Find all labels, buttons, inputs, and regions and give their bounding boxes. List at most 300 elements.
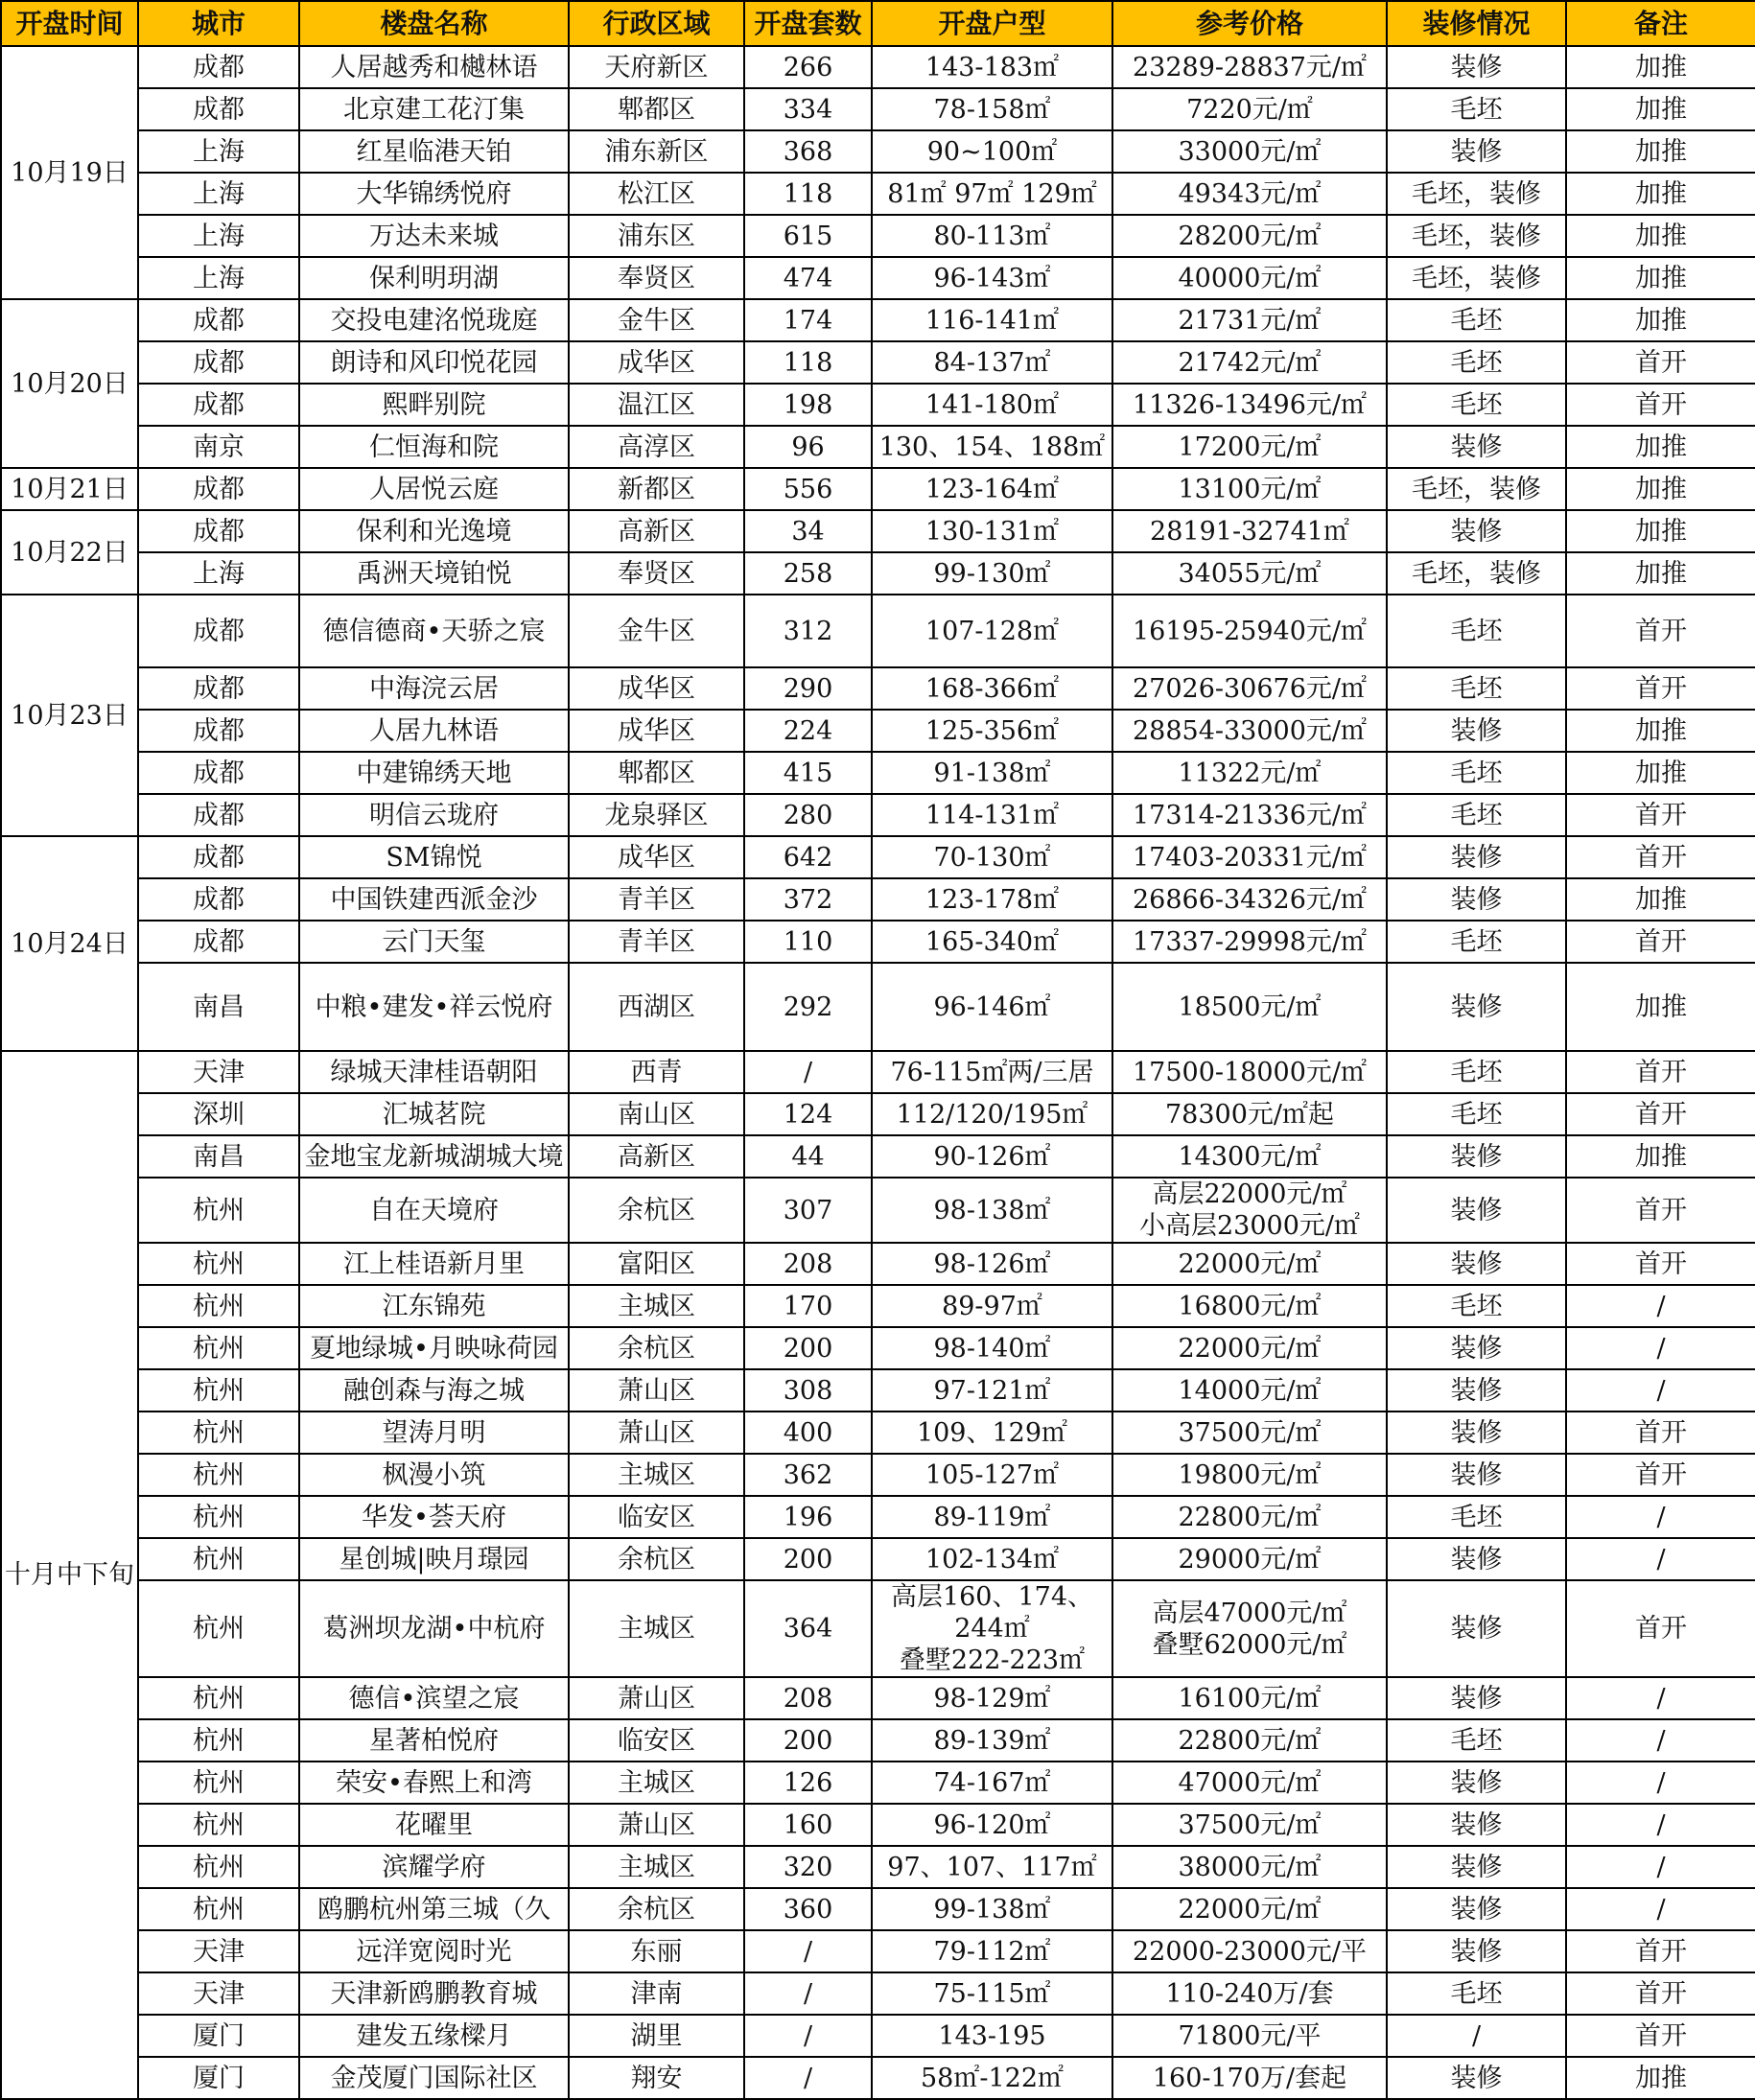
unit-count-cell: 266	[744, 46, 872, 88]
table-row	[1, 1178, 1755, 1243]
remark-cell: 首开	[1566, 667, 1755, 710]
reference-price-cell: 22000元/㎡	[1112, 1327, 1387, 1369]
district-cell: 萧山区	[569, 1369, 744, 1412]
district-cell: 成华区	[569, 710, 744, 752]
district-cell: 成华区	[569, 341, 744, 384]
city-cell: 成都	[138, 878, 299, 921]
reference-price-cell: 高层22000元/㎡ 小高层23000元/㎡	[1112, 1178, 1387, 1243]
unit-types-cell: 143-183㎡	[872, 46, 1112, 88]
unit-types-cell: 96-146㎡	[872, 963, 1112, 1051]
unit-types-cell: 78-158㎡	[872, 88, 1112, 130]
remark-cell: 加推	[1566, 299, 1755, 341]
decoration-cell: 装修	[1387, 46, 1566, 88]
table-row	[1, 384, 1755, 426]
decoration-cell: 毛坯	[1387, 1093, 1566, 1135]
project-name-cell: 德信德商•天骄之宸	[299, 595, 569, 667]
city-cell: 杭州	[138, 1580, 299, 1677]
remark-cell: 首开	[1566, 341, 1755, 384]
city-cell: 杭州	[138, 1496, 299, 1538]
reference-price-cell: 110-240万/套	[1112, 1972, 1387, 2015]
unit-types-cell: 98-140㎡	[872, 1327, 1112, 1369]
unit-types-cell: 96-143㎡	[872, 257, 1112, 299]
district-cell: 高新区	[569, 1135, 744, 1178]
decoration-cell: 装修	[1387, 1888, 1566, 1930]
unit-count-cell: /	[744, 2057, 872, 2099]
reference-price-cell: 27026-30676元/㎡	[1112, 667, 1387, 710]
project-name-cell: 夏地绿城•月映咏荷园	[299, 1327, 569, 1369]
project-name-cell: 华发•荟天府	[299, 1496, 569, 1538]
table-row	[1, 1677, 1755, 1719]
decoration-cell: 装修	[1387, 1135, 1566, 1178]
decoration-cell: 装修	[1387, 1243, 1566, 1285]
city-cell: 成都	[138, 341, 299, 384]
city-cell: 杭州	[138, 1719, 299, 1762]
remark-cell: 首开	[1566, 1412, 1755, 1454]
date-cell: 10月22日	[1, 510, 138, 595]
remark-cell: 首开	[1566, 921, 1755, 963]
unit-count-cell: 200	[744, 1538, 872, 1580]
unit-count-cell: 372	[744, 878, 872, 921]
remark-cell: /	[1566, 1888, 1755, 1930]
reference-price-cell: 37500元/㎡	[1112, 1804, 1387, 1846]
unit-count-cell: /	[744, 2015, 872, 2057]
remark-cell: 加推	[1566, 468, 1755, 510]
remark-cell: 首开	[1566, 1454, 1755, 1496]
reference-price-cell: 71800元/平	[1112, 2015, 1387, 2057]
decoration-cell: 装修	[1387, 510, 1566, 552]
district-cell: 临安区	[569, 1719, 744, 1762]
table-row	[1, 341, 1755, 384]
project-name-cell: 葛洲坝龙湖•中杭府	[299, 1580, 569, 1677]
decoration-cell: 装修	[1387, 1538, 1566, 1580]
project-name-cell: 人居九林语	[299, 710, 569, 752]
district-cell: 西湖区	[569, 963, 744, 1051]
city-cell: 天津	[138, 1930, 299, 1972]
unit-types-cell: 76-115㎡两/三居	[872, 1051, 1112, 1093]
city-cell: 上海	[138, 257, 299, 299]
reference-price-cell: 28191-32741㎡	[1112, 510, 1387, 552]
city-cell: 杭州	[138, 1804, 299, 1846]
district-cell: 松江区	[569, 173, 744, 215]
city-cell: 成都	[138, 510, 299, 552]
district-cell: 富阳区	[569, 1243, 744, 1285]
table-row	[1, 468, 1755, 510]
city-cell: 成都	[138, 667, 299, 710]
decoration-cell: 毛坯	[1387, 299, 1566, 341]
district-cell: 津南	[569, 1972, 744, 2015]
unit-count-cell: 258	[744, 552, 872, 595]
date-cell: 10月24日	[1, 836, 138, 1051]
unit-types-cell: 98-126㎡	[872, 1243, 1112, 1285]
district-cell: 南山区	[569, 1093, 744, 1135]
unit-types-cell: 98-138㎡	[872, 1178, 1112, 1243]
remark-cell: /	[1566, 1762, 1755, 1804]
unit-count-cell: /	[744, 1972, 872, 2015]
city-cell: 杭州	[138, 1846, 299, 1888]
city-cell: 成都	[138, 595, 299, 667]
district-cell: 临安区	[569, 1496, 744, 1538]
unit-types-cell: 高层160、174、 244㎡ 叠墅222-223㎡	[872, 1580, 1112, 1677]
remark-cell: 加推	[1566, 426, 1755, 468]
reference-price-cell: 23289-28837元/㎡	[1112, 46, 1387, 88]
city-cell: 南昌	[138, 963, 299, 1051]
unit-count-cell: 200	[744, 1719, 872, 1762]
table-row	[1, 752, 1755, 794]
reference-price-cell: 26866-34326元/㎡	[1112, 878, 1387, 921]
project-name-cell: 远洋宽阅时光	[299, 1930, 569, 1972]
decoration-cell: 毛坯	[1387, 752, 1566, 794]
decoration-cell: 毛坯，装修	[1387, 552, 1566, 595]
project-name-cell: 保利明玥湖	[299, 257, 569, 299]
remark-cell: 加推	[1566, 257, 1755, 299]
remark-cell: /	[1566, 1496, 1755, 1538]
city-cell: 上海	[138, 215, 299, 257]
table-row	[1, 130, 1755, 173]
unit-types-cell: 125-356㎡	[872, 710, 1112, 752]
city-cell: 成都	[138, 384, 299, 426]
table-row	[1, 1846, 1755, 1888]
project-name-cell: 中建锦绣天地	[299, 752, 569, 794]
remark-cell: 首开	[1566, 2015, 1755, 2057]
unit-count-cell: 96	[744, 426, 872, 468]
header-decoration: 装修情况	[1387, 1, 1566, 46]
decoration-cell: 毛坯	[1387, 1972, 1566, 2015]
district-cell: 西青	[569, 1051, 744, 1093]
unit-count-cell: 320	[744, 1846, 872, 1888]
decoration-cell: 毛坯	[1387, 1285, 1566, 1327]
decoration-cell: 毛坯，装修	[1387, 215, 1566, 257]
decoration-cell: 装修	[1387, 1580, 1566, 1677]
unit-types-cell: 79-112㎡	[872, 1930, 1112, 1972]
unit-types-cell: 81㎡ 97㎡ 129㎡	[872, 173, 1112, 215]
remark-cell: 首开	[1566, 1580, 1755, 1677]
table-row	[1, 667, 1755, 710]
decoration-cell: 装修	[1387, 426, 1566, 468]
city-cell: 杭州	[138, 1454, 299, 1496]
header-unit-count: 开盘套数	[744, 1, 872, 46]
unit-count-cell: 312	[744, 595, 872, 667]
decoration-cell: 装修	[1387, 1178, 1566, 1243]
district-cell: 青羊区	[569, 878, 744, 921]
city-cell: 成都	[138, 299, 299, 341]
city-cell: 成都	[138, 46, 299, 88]
decoration-cell: 装修	[1387, 1412, 1566, 1454]
district-cell: 金牛区	[569, 595, 744, 667]
table-row	[1, 1285, 1755, 1327]
unit-count-cell: 415	[744, 752, 872, 794]
unit-types-cell: 123-164㎡	[872, 468, 1112, 510]
table-row	[1, 836, 1755, 878]
unit-types-cell: 97、107、117㎡	[872, 1846, 1112, 1888]
unit-types-cell: 89-97㎡	[872, 1285, 1112, 1327]
reference-price-cell: 22000-23000元/平	[1112, 1930, 1387, 1972]
table-row	[1, 1135, 1755, 1178]
unit-types-cell: 91-138㎡	[872, 752, 1112, 794]
table-row	[1, 963, 1755, 1051]
table-row	[1, 2057, 1755, 2099]
table-row	[1, 710, 1755, 752]
city-cell: 南昌	[138, 1135, 299, 1178]
project-name-cell: 云门天玺	[299, 921, 569, 963]
reference-price-cell: 7220元/㎡	[1112, 88, 1387, 130]
city-cell: 成都	[138, 752, 299, 794]
project-name-cell: 望涛月明	[299, 1412, 569, 1454]
decoration-cell: 装修	[1387, 130, 1566, 173]
project-name-cell: 熙畔别院	[299, 384, 569, 426]
project-name-cell: 仁恒海和院	[299, 426, 569, 468]
district-cell: 主城区	[569, 1846, 744, 1888]
unit-types-cell: 102-134㎡	[872, 1538, 1112, 1580]
district-cell: 温江区	[569, 384, 744, 426]
city-cell: 成都	[138, 794, 299, 836]
table-row	[1, 46, 1755, 88]
city-cell: 南京	[138, 426, 299, 468]
project-name-cell: 鸥鹏杭州第三城（久	[299, 1888, 569, 1930]
unit-count-cell: /	[744, 1930, 872, 1972]
district-cell: 萧山区	[569, 1412, 744, 1454]
unit-count-cell: 118	[744, 341, 872, 384]
district-cell: 余杭区	[569, 1538, 744, 1580]
reference-price-cell: 37500元/㎡	[1112, 1412, 1387, 1454]
reference-price-cell: 16100元/㎡	[1112, 1677, 1387, 1719]
table-row	[1, 1496, 1755, 1538]
project-name-cell: 自在天境府	[299, 1178, 569, 1243]
table-row	[1, 1051, 1755, 1093]
table-row	[1, 1804, 1755, 1846]
table-row	[1, 2015, 1755, 2057]
reference-price-cell: 19800元/㎡	[1112, 1454, 1387, 1496]
table-row	[1, 1412, 1755, 1454]
remark-cell: /	[1566, 1719, 1755, 1762]
district-cell: 余杭区	[569, 1888, 744, 1930]
reference-price-cell: 49343元/㎡	[1112, 173, 1387, 215]
remark-cell: /	[1566, 1538, 1755, 1580]
remark-cell: 首开	[1566, 1178, 1755, 1243]
reference-price-cell: 33000元/㎡	[1112, 130, 1387, 173]
table-row	[1, 552, 1755, 595]
decoration-cell: 装修	[1387, 1369, 1566, 1412]
project-name-cell: 枫漫小筑	[299, 1454, 569, 1496]
reference-price-cell: 13100元/㎡	[1112, 468, 1387, 510]
reference-price-cell: 17314-21336元/㎡	[1112, 794, 1387, 836]
project-name-cell: 金茂厦门国际社区	[299, 2057, 569, 2099]
remark-cell: 加推	[1566, 173, 1755, 215]
decoration-cell: 装修	[1387, 1762, 1566, 1804]
reference-price-cell: 38000元/㎡	[1112, 1846, 1387, 1888]
project-name-cell: 人居越秀和樾林语	[299, 46, 569, 88]
unit-types-cell: 123-178㎡	[872, 878, 1112, 921]
unit-types-cell: 141-180㎡	[872, 384, 1112, 426]
district-cell: 主城区	[569, 1285, 744, 1327]
decoration-cell: 毛坯	[1387, 384, 1566, 426]
remark-cell: /	[1566, 1677, 1755, 1719]
remark-cell: 加推	[1566, 710, 1755, 752]
remark-cell: 首开	[1566, 1930, 1755, 1972]
remark-cell: /	[1566, 1846, 1755, 1888]
remark-cell: 加推	[1566, 130, 1755, 173]
date-cell: 10月19日	[1, 46, 138, 299]
unit-types-cell: 70-130㎡	[872, 836, 1112, 878]
project-name-cell: 江东锦苑	[299, 1285, 569, 1327]
unit-types-cell: 89-139㎡	[872, 1719, 1112, 1762]
reference-price-cell: 160-170万/套起	[1112, 2057, 1387, 2099]
city-cell: 厦门	[138, 2057, 299, 2099]
city-cell: 深圳	[138, 1093, 299, 1135]
unit-types-cell: 98-129㎡	[872, 1677, 1112, 1719]
date-cell: 十月中下旬	[1, 1051, 138, 2099]
district-cell: 湖里	[569, 2015, 744, 2057]
city-cell: 成都	[138, 710, 299, 752]
district-cell: 青羊区	[569, 921, 744, 963]
project-name-cell: 禹洲天境铂悦	[299, 552, 569, 595]
remark-cell: 加推	[1566, 963, 1755, 1051]
project-name-cell: 荣安•春熙上和湾	[299, 1762, 569, 1804]
decoration-cell: 装修	[1387, 1454, 1566, 1496]
table-row	[1, 1888, 1755, 1930]
decoration-cell: 装修	[1387, 1327, 1566, 1369]
decoration-cell: 装修	[1387, 2057, 1566, 2099]
project-name-cell: 中粮•建发•祥云悦府	[299, 963, 569, 1051]
decoration-cell: 装修	[1387, 878, 1566, 921]
decoration-cell: 毛坯	[1387, 1719, 1566, 1762]
unit-count-cell: 400	[744, 1412, 872, 1454]
decoration-cell: 毛坯	[1387, 341, 1566, 384]
table-row	[1, 1930, 1755, 1972]
project-name-cell: 建发五缘樑月	[299, 2015, 569, 2057]
unit-types-cell: 58㎡-122㎡	[872, 2057, 1112, 2099]
reference-price-cell: 17200元/㎡	[1112, 426, 1387, 468]
table-row	[1, 1538, 1755, 1580]
district-cell: 主城区	[569, 1454, 744, 1496]
decoration-cell: 毛坯	[1387, 88, 1566, 130]
table-row	[1, 510, 1755, 552]
city-cell: 杭州	[138, 1762, 299, 1804]
decoration-cell: 毛坯，装修	[1387, 468, 1566, 510]
date-cell: 10月20日	[1, 299, 138, 468]
unit-count-cell: 615	[744, 215, 872, 257]
reference-price-cell: 高层47000元/㎡ 叠墅62000元/㎡	[1112, 1580, 1387, 1677]
unit-types-cell: 105-127㎡	[872, 1454, 1112, 1496]
table-row	[1, 1327, 1755, 1369]
city-cell: 上海	[138, 173, 299, 215]
unit-types-cell: 96-120㎡	[872, 1804, 1112, 1846]
remark-cell: 加推	[1566, 878, 1755, 921]
unit-count-cell: 280	[744, 794, 872, 836]
unit-count-cell: 307	[744, 1178, 872, 1243]
table-row	[1, 1243, 1755, 1285]
unit-types-cell: 90-126㎡	[872, 1135, 1112, 1178]
project-name-cell: 大华锦绣悦府	[299, 173, 569, 215]
remark-cell: 首开	[1566, 1093, 1755, 1135]
unit-count-cell: 160	[744, 1804, 872, 1846]
project-name-cell: 天津新鸥鹏教育城	[299, 1972, 569, 2015]
remark-cell: 首开	[1566, 1972, 1755, 2015]
unit-count-cell: 556	[744, 468, 872, 510]
project-name-cell: SM锦悦	[299, 836, 569, 878]
date-cell: 10月21日	[1, 468, 138, 510]
table-row	[1, 1369, 1755, 1412]
remark-cell: 加推	[1566, 2057, 1755, 2099]
table-body	[1, 46, 1755, 2099]
unit-count-cell: /	[744, 1051, 872, 1093]
remark-cell: 加推	[1566, 215, 1755, 257]
city-cell: 成都	[138, 836, 299, 878]
project-name-cell: 汇城茗院	[299, 1093, 569, 1135]
unit-count-cell: 110	[744, 921, 872, 963]
remark-cell: 首开	[1566, 1051, 1755, 1093]
city-cell: 杭州	[138, 1285, 299, 1327]
unit-count-cell: 474	[744, 257, 872, 299]
remark-cell: 加推	[1566, 552, 1755, 595]
city-cell: 杭州	[138, 1888, 299, 1930]
city-cell: 上海	[138, 552, 299, 595]
project-name-cell: 万达未来城	[299, 215, 569, 257]
table-row	[1, 88, 1755, 130]
project-name-cell: 滨耀学府	[299, 1846, 569, 1888]
reference-price-cell: 16800元/㎡	[1112, 1285, 1387, 1327]
project-name-cell: 交投电建洺悦珑庭	[299, 299, 569, 341]
reference-price-cell: 17403-20331元/㎡	[1112, 836, 1387, 878]
unit-count-cell: 118	[744, 173, 872, 215]
district-cell: 新都区	[569, 468, 744, 510]
decoration-cell: 毛坯	[1387, 1496, 1566, 1538]
unit-types-cell: 89-119㎡	[872, 1496, 1112, 1538]
district-cell: 余杭区	[569, 1178, 744, 1243]
unit-types-cell: 74-167㎡	[872, 1762, 1112, 1804]
remark-cell: /	[1566, 1327, 1755, 1369]
remark-cell: 首开	[1566, 1243, 1755, 1285]
decoration-cell: 装修	[1387, 1677, 1566, 1719]
district-cell: 主城区	[569, 1762, 744, 1804]
decoration-cell: 毛坯	[1387, 667, 1566, 710]
project-name-cell: 中海浣云居	[299, 667, 569, 710]
reference-price-cell: 18500元/㎡	[1112, 963, 1387, 1051]
unit-count-cell: 362	[744, 1454, 872, 1496]
district-cell: 郫都区	[569, 752, 744, 794]
unit-count-cell: 368	[744, 130, 872, 173]
district-cell: 奉贤区	[569, 552, 744, 595]
unit-count-cell: 126	[744, 1762, 872, 1804]
district-cell: 余杭区	[569, 1327, 744, 1369]
district-cell: 高新区	[569, 510, 744, 552]
project-name-cell: 北京建工花汀集	[299, 88, 569, 130]
district-cell: 成华区	[569, 836, 744, 878]
project-name-cell: 人居悦云庭	[299, 468, 569, 510]
unit-types-cell: 130-131㎡	[872, 510, 1112, 552]
decoration-cell: 装修	[1387, 1846, 1566, 1888]
unit-types-cell: 143-195	[872, 2015, 1112, 2057]
remark-cell: 加推	[1566, 88, 1755, 130]
reference-price-cell: 14000元/㎡	[1112, 1369, 1387, 1412]
reference-price-cell: 16195-25940元/㎡	[1112, 595, 1387, 667]
header-project-name: 楼盘名称	[299, 1, 569, 46]
project-name-cell: 花曜里	[299, 1804, 569, 1846]
unit-count-cell: 224	[744, 710, 872, 752]
district-cell: 奉贤区	[569, 257, 744, 299]
district-cell: 浦东区	[569, 215, 744, 257]
date-cell: 10月23日	[1, 595, 138, 836]
district-cell: 浦东新区	[569, 130, 744, 173]
decoration-cell: 毛坯	[1387, 794, 1566, 836]
table-row	[1, 794, 1755, 836]
table-row	[1, 878, 1755, 921]
unit-count-cell: 290	[744, 667, 872, 710]
unit-count-cell: 334	[744, 88, 872, 130]
district-cell: 郫都区	[569, 88, 744, 130]
city-cell: 成都	[138, 88, 299, 130]
unit-types-cell: 168-366㎡	[872, 667, 1112, 710]
reference-price-cell: 21742元/㎡	[1112, 341, 1387, 384]
